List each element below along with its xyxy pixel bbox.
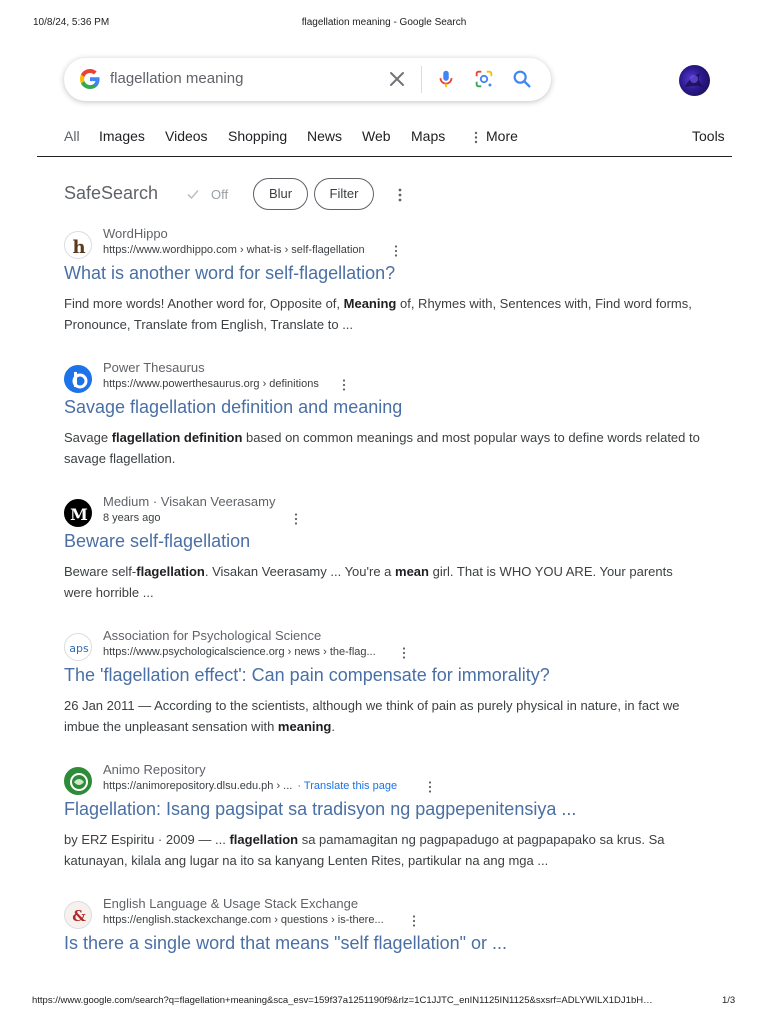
search-tabs (0, 128, 768, 148)
result-title-link[interactable]: Savage flagellation definition and meaning (64, 397, 403, 417)
tabs-divider (37, 156, 732, 157)
tab-maps[interactable]: Maps (411, 128, 446, 144)
tab-images[interactable]: Images (99, 128, 145, 144)
result-site-name: WordHippo (103, 226, 168, 241)
result-snippet: 26 Jan 2011 — According to the scientists, although we think of pain as purely physical in nature, in fact we imbue the unpleasant sensation with meaning. (64, 698, 680, 734)
safesearch-filter-chip[interactable]: Filter (314, 178, 374, 210)
safesearch-off-option[interactable]: Off (211, 187, 229, 202)
powerthesaurus-favicon-icon (64, 365, 92, 393)
result-title-link[interactable]: The 'flagellation effect': Can pain compensate for immorality? (64, 665, 550, 685)
result-title-link[interactable]: Flagellation: Isang pagsipat sa tradisyon ng pagpepenitensiya ... (64, 799, 577, 819)
tab-more[interactable]: More (486, 128, 518, 144)
result-title-link[interactable]: What is another word for self-flagellation? (64, 263, 396, 283)
search-divider (421, 66, 422, 93)
tab-all[interactable]: All (64, 128, 80, 144)
result-more-icon[interactable] (426, 780, 434, 794)
result-more-icon[interactable] (340, 378, 348, 392)
print-header (0, 17, 768, 31)
result-more-icon[interactable] (400, 646, 408, 660)
google-logo-icon (78, 67, 102, 91)
tab-news[interactable]: News (307, 128, 343, 144)
safesearch-label: SafeSearch (64, 183, 159, 203)
result-url[interactable]: https://english.stackexchange.com › questions › is-there... (103, 914, 384, 926)
microphone-icon[interactable] (435, 68, 457, 90)
result-site-name: Association for Psychological Science (103, 628, 322, 643)
translate-page-link[interactable]: · Translate this page (297, 780, 398, 792)
result-site-name: Power Thesaurus (103, 360, 205, 375)
wordhippo-favicon-icon (64, 231, 92, 259)
search-input[interactable]: flagellation meaning (110, 70, 244, 87)
safesearch-bar (0, 178, 768, 212)
medium-favicon-icon (64, 499, 92, 527)
tab-web[interactable]: Web (362, 128, 391, 144)
account-avatar[interactable] (679, 65, 710, 96)
result-site-name: Animo Repository (103, 762, 206, 777)
check-icon (186, 187, 200, 201)
result-date: 8 years ago (103, 512, 161, 524)
stackexchange-favicon-icon (64, 901, 92, 929)
print-datetime: 10/8/24, 5:36 PM (33, 17, 110, 28)
tab-shopping[interactable]: Shopping (228, 128, 288, 144)
svg-text:M: M (70, 505, 88, 524)
aps-favicon-icon (64, 633, 92, 661)
search-box[interactable] (64, 58, 551, 101)
tools-button[interactable]: Tools (692, 128, 725, 144)
result-snippet: by ERZ Espiritu · 2009 — ... flagellation sa pamamagitan ng pagpapadugo at pagpapapako sa krus. Sa katunayan, kilala ang lugar na ito sa kanyang Lenten Rites, partikular na ang mga ... (64, 832, 665, 868)
avatar-image-icon (679, 65, 710, 96)
result-url-text: https://animorepository.dlsu.edu.ph › ... (103, 780, 293, 792)
result-more-icon[interactable] (392, 244, 400, 258)
result-snippet: Find more words! Another word for, Opposite of, Meaning of, Rhymes with, Sentences with, Find word forms, Pronounce, Translate from English, Translate to ... (64, 296, 692, 332)
result-title-link[interactable]: Is there a single word that means "self flagellation" or ... (64, 933, 508, 953)
tab-videos[interactable]: Videos (165, 128, 208, 144)
svg-text:&: & (72, 907, 86, 925)
more-vert-icon (474, 131, 478, 144)
result-site-name: Medium · Visakan Veerasamy (103, 494, 276, 509)
result-snippet: Savage flagellation definition based on common meanings and most popular ways to define words related to savage flagellation. (64, 430, 700, 466)
animo-repository-favicon-icon (64, 767, 92, 795)
clear-icon[interactable] (387, 69, 407, 89)
print-footer-url: https://www.google.com/search?q=flagellation+meaning&sca_esv=159f37a1251190f9&rlz=1C1JJTC_enIN1125IN1125&sxsrf=ADLYWILX1DJ1bH… (32, 995, 653, 1006)
svg-text:h: h (72, 237, 86, 258)
print-page-number: 1/3 (722, 995, 736, 1006)
result-url[interactable]: https://www.psychologicalscience.org › news › the-flag... (103, 646, 376, 658)
result-snippet: Beware self-flagellation. Visakan Veerasamy ... You're a mean girl. That is WHO YOU ARE. Your parents were horrible ... (64, 564, 673, 600)
result-title-link[interactable]: Beware self-flagellation (64, 531, 251, 551)
google-lens-icon[interactable] (473, 68, 495, 90)
result-url[interactable]: https://www.powerthesaurus.org › definitions (103, 378, 319, 390)
result-site-name: English Language & Usage Stack Exchange (103, 896, 359, 911)
result-url[interactable] (103, 780, 397, 792)
print-page-title: flagellation meaning - Google Search (301, 17, 467, 28)
svg-text:aps: aps (69, 642, 89, 655)
search-icon[interactable] (511, 68, 533, 90)
result-more-icon[interactable] (410, 914, 418, 928)
result-url[interactable]: https://www.wordhippo.com › what-is › self-flagellation (103, 244, 365, 256)
safesearch-blur-chip[interactable]: Blur (253, 178, 308, 210)
result-more-icon[interactable] (292, 512, 300, 526)
more-options-icon[interactable] (394, 186, 406, 204)
